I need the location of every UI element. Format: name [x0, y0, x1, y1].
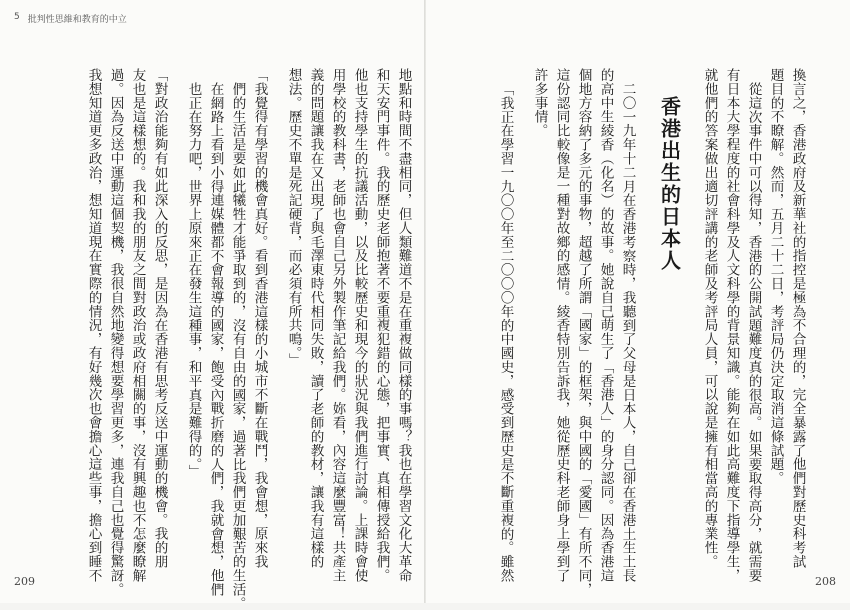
page-number-left: 209	[14, 575, 35, 588]
chapter-title: 批判性思維和教育的中立	[27, 15, 127, 25]
text-column: 想法。歷史不單是死記硬背，而必須有所共鳴。」	[285, 68, 302, 367]
section-heading: 香港出生的日本人	[657, 96, 682, 272]
text-column: 義的問題讓我在又出現了與毛澤東時代相同失敗，讀了老師的教材，讓我有這樣的	[307, 68, 324, 569]
text-column: 二〇一九年十二月在香港考察時，我聽到了父母是日本人，自己卻在香港土生土長	[619, 82, 636, 583]
left-page	[0, 0, 424, 610]
text-column: 「我覺得有學習的機會真好。看到香港這樣的小城市不斷在戰鬥，我會想，原來我	[251, 68, 268, 569]
text-column: 過。因為反送中運動這個契機，我很自然地變得想要學習更多，連我自己也覺得驚訝。	[107, 68, 124, 597]
text-column: 許多事情。	[531, 68, 548, 138]
text-column: 們的生活是要如此犧牲才能爭取到的，沒有自由的國家，過著比我們更加艱苦的生活。	[229, 82, 246, 610]
text-column: 就他們的答案做出適切評講的老師及考評局人員，可以說是擁有相當高的專業性。	[701, 68, 718, 569]
text-column: 「我正在學習一九〇〇年至二〇〇〇年的中國史，感受到歷史是不斷重複的。雖然	[497, 82, 514, 583]
text-column: 用學校的教科書，老師也會自己另外製作筆記給我們。妳看，內容這麼豐富！共產主	[329, 68, 346, 583]
text-column: 和天安門事件。我的歷史老師抱著不要重複犯錯的心態，把事實、真相傳授給我們。	[373, 68, 390, 583]
text-column: 他也支持學生的抗議活動，以及比較歷史和現今的狀況與我們進行討論。上課時會使	[351, 68, 368, 583]
page-number-right: 208	[815, 575, 836, 588]
text-column: 題目的不瞭解。然而，五月二十二日，考評局仍決定取消這條試題。	[767, 68, 784, 485]
text-column: 這份認同比較像是一種對故鄉的感情。綾香特別告訴我，她從歷史科老師身上學到了	[553, 68, 570, 583]
text-column: 換言之，香港政府及新華社的指控是極為不合理的，完全暴露了他們對歷史科考試	[789, 68, 806, 569]
text-column: 友也是這樣想的。我和我的朋友之間對政治或政府相關的事，沒有興趣也不怎麼瞭解	[129, 68, 146, 583]
text-column: 我想知道更多政治，想知道現在實際的情況，有好幾次也會擔心這些事，擔心到睡不	[85, 68, 102, 583]
text-column: 也正在努力吧，世界上原來正在發生這種事，和平真是難得的。」	[185, 82, 202, 479]
running-head	[14, 12, 127, 25]
text-column: 有日本大學程度的社會科學及人文科學的背景知識。能夠在如此高難度下指導學生，	[723, 68, 740, 583]
chapter-number: 5	[14, 12, 20, 22]
text-column: 個地方容納了多元的事物，超越了所謂「國家」的框架，與中國的「愛國」有所不同，	[575, 68, 592, 597]
text-column: 的高中生綾香（化名）的故事。她說自己萌生了「香港人」的身分認同。因為香港這	[597, 68, 614, 583]
right-page	[426, 0, 850, 603]
text-column: 「對政治能夠有如此深入的反思，是因為在香港有思考反送中運動的機會。我的朋	[151, 68, 168, 569]
text-column: 在網路上看到小得連媒體都不會報導的國家，飽受內戰折磨的人們，我就會想，他們	[207, 82, 224, 597]
text-column: 地點和時間不盡相同，但人類難道不是在重複做同樣的事嗎？我也在學習文化大革命	[395, 68, 412, 583]
text-column: 從這次事件中可以得知，香港的公開試題難度真的很高。如果要取得高分，就需要	[745, 82, 762, 583]
